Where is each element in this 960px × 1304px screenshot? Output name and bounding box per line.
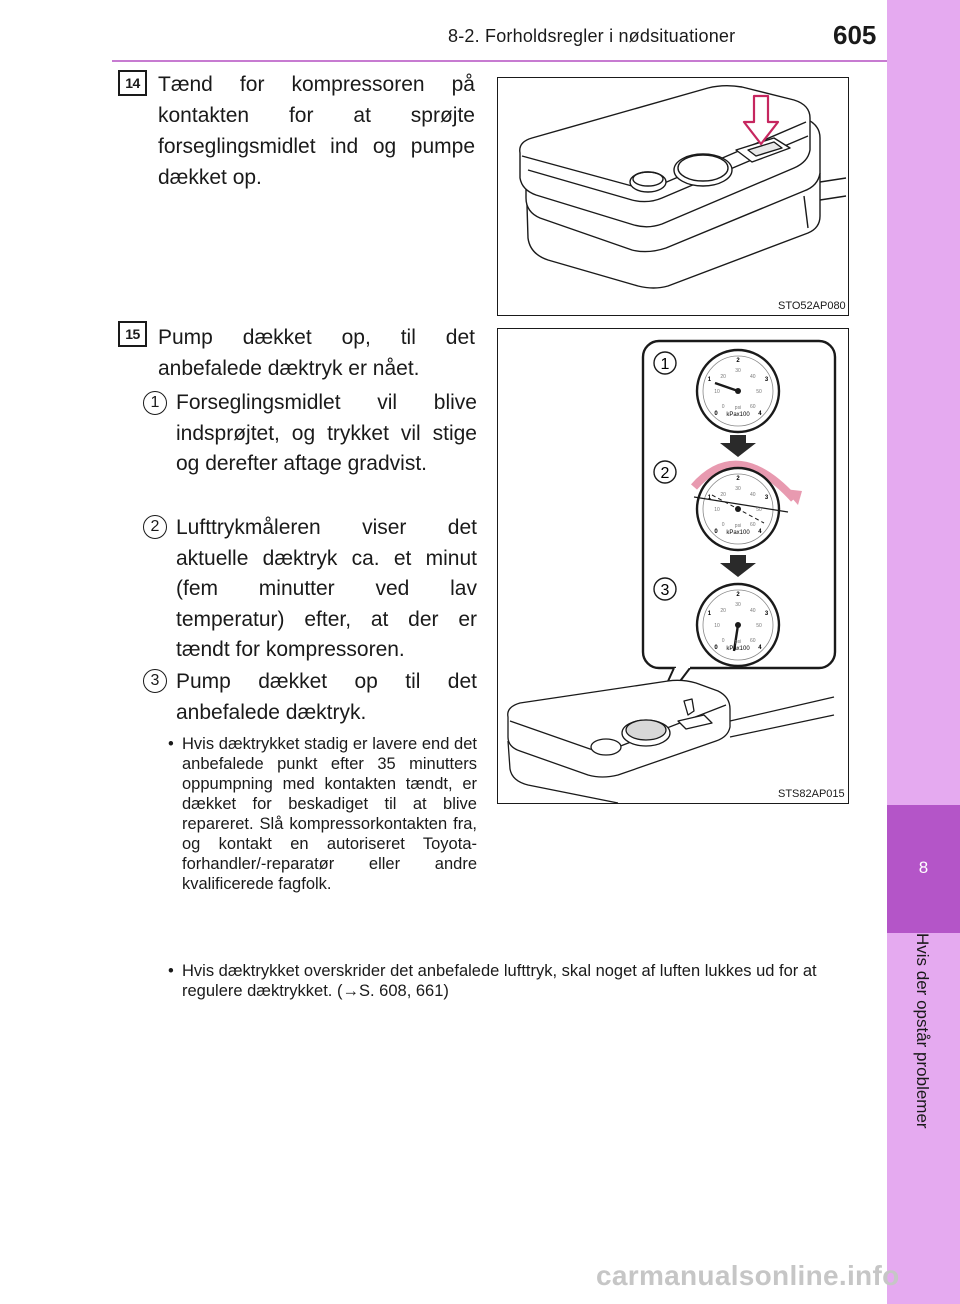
chapter-number: 8 (918, 858, 929, 877)
gauge-kpa-tick: 1 (707, 611, 712, 618)
gauge-psi-tick: 10 (714, 389, 720, 395)
compressor-illustration (498, 78, 848, 315)
note-item (168, 734, 477, 894)
gauge-kpa-tick: 1 (707, 377, 712, 384)
gauge-psi-tick: 50 (756, 389, 762, 395)
step-15-text: Pump dækket op, til det anbefalede dæktryk er nået. (158, 326, 475, 380)
substep-1-text: Forseglingsmidlet vil blive indsprøjtet, og trykket vil stige og derefter aftage gradvist. (176, 391, 477, 475)
callout-2: 2 (660, 465, 670, 482)
gauge-kpa-tick: 2 (736, 476, 740, 482)
gauge-unit-psi: psi (734, 405, 742, 411)
gauge-unit-kpa: kPax100 (726, 530, 750, 536)
note-item (168, 961, 862, 1001)
gauge-psi-tick: 20 (720, 608, 726, 615)
chapter-title: Hvis der opstår problemer (913, 933, 932, 1129)
gauge-unit-psi: psi (734, 523, 742, 529)
compressor-illustration (508, 680, 834, 803)
step-14-text: Tænd for kompressoren på kontakten for at sprøjte forseglingsmidlet ind og pumpe dækket op. (158, 73, 475, 189)
gauge-psi-tick: 30 (735, 486, 741, 492)
gauge-kpa-tick: 4 (758, 528, 762, 535)
running-header: 8-2. Forholdsregler i nødsituationer (448, 26, 736, 46)
substep-2-text: Lufttrykmåleren viser det aktuelle dæktryk ca. et minut (fem minutter ved lav temperatur) efter, at der er tændt for kompressoren. (176, 516, 477, 661)
gauge-psi-tick: 50 (756, 507, 762, 513)
substep-3-text: Pump dækket op til det anbefalede dæktryk. (176, 670, 477, 724)
gauge-psi-tick: 40 (750, 608, 756, 615)
callout-1: 1 (660, 356, 670, 373)
gauge-psi-tick: 0 (721, 521, 725, 528)
substep-number-3: 3 (143, 669, 167, 693)
page-reference: S. 608, 661) (358, 982, 449, 1000)
gauge-psi-tick: 60 (750, 637, 756, 644)
gauge-psi-tick: 30 (735, 602, 741, 608)
watermark: carmanualsonline.info (596, 1260, 900, 1291)
note-text: Hvis dæktrykket stadig er lavere end det anbefalede punkt efter 35 minutters oppumpning med kontakten tændt, er dækket for beskadiget til at blive repareret. Slå kompressorkontakten fra, og kontakt en autoriseret Toyota-forhandler/-reparatør eller andre kvalificerede fagfolk. (182, 735, 477, 893)
gauge-unit-kpa: kPax100 (726, 412, 750, 418)
gauge-kpa-tick: 2 (736, 592, 740, 598)
gauge-kpa-tick: 3 (764, 495, 769, 502)
gauge-psi-tick: 10 (714, 623, 720, 629)
header-rule (112, 60, 887, 62)
gauge-kpa-tick: 4 (758, 410, 762, 417)
gauge-psi-tick: 60 (750, 403, 756, 410)
gauge-kpa-tick: 3 (764, 377, 769, 384)
gauge-psi-tick: 50 (756, 623, 762, 629)
gauge-psi-tick: 0 (721, 403, 725, 410)
gauge-kpa-tick: 2 (736, 358, 740, 364)
gauge-psi-tick: 0 (721, 637, 725, 644)
gauge-sequence-illustration (498, 329, 848, 803)
substep-number-2: 2 (143, 515, 167, 539)
callout-3: 3 (660, 582, 670, 599)
gauge-psi-tick: 60 (750, 521, 756, 528)
substep-number-1: 1 (143, 391, 167, 415)
gauge-kpa-tick: 4 (758, 644, 762, 651)
gauge-unit-kpa: kPax100 (726, 646, 750, 652)
bullet: • (168, 962, 174, 980)
gauge-kpa-tick: 0 (714, 410, 718, 417)
gauge-kpa-tick: 3 (764, 611, 769, 618)
gauge-psi-tick: 20 (720, 374, 726, 381)
gauge-psi-tick: 20 (720, 492, 726, 499)
bullet: • (168, 735, 174, 753)
step-badge-15: 15 (118, 321, 147, 347)
gauge-psi-tick: 30 (735, 368, 741, 374)
gauge-psi-tick: 40 (750, 492, 756, 499)
gauge-psi-tick: 10 (714, 507, 720, 513)
gauge-kpa-tick: 0 (714, 644, 718, 651)
pressure-gauge-figure (497, 328, 849, 804)
gauge-psi-tick: 40 (750, 374, 756, 381)
gauge-unit-psi: psi (734, 639, 742, 645)
figure-code: STO52AP080 (778, 300, 846, 312)
note-text: Hvis dæktrykket overskrider det anbefalede lufttryk, skal noget af luften lukkes ud for at regulere dæktrykket. ( (182, 962, 817, 1000)
step-badge-14: 14 (118, 70, 147, 96)
page-number: 605 (833, 20, 877, 50)
figure-code: STS82AP015 (778, 788, 845, 800)
compressor-switch-figure (497, 77, 849, 316)
gauge-kpa-tick: 0 (714, 528, 718, 535)
reference-arrow-icon: → (342, 982, 359, 1000)
gauge-kpa-tick: 1 (707, 495, 712, 502)
